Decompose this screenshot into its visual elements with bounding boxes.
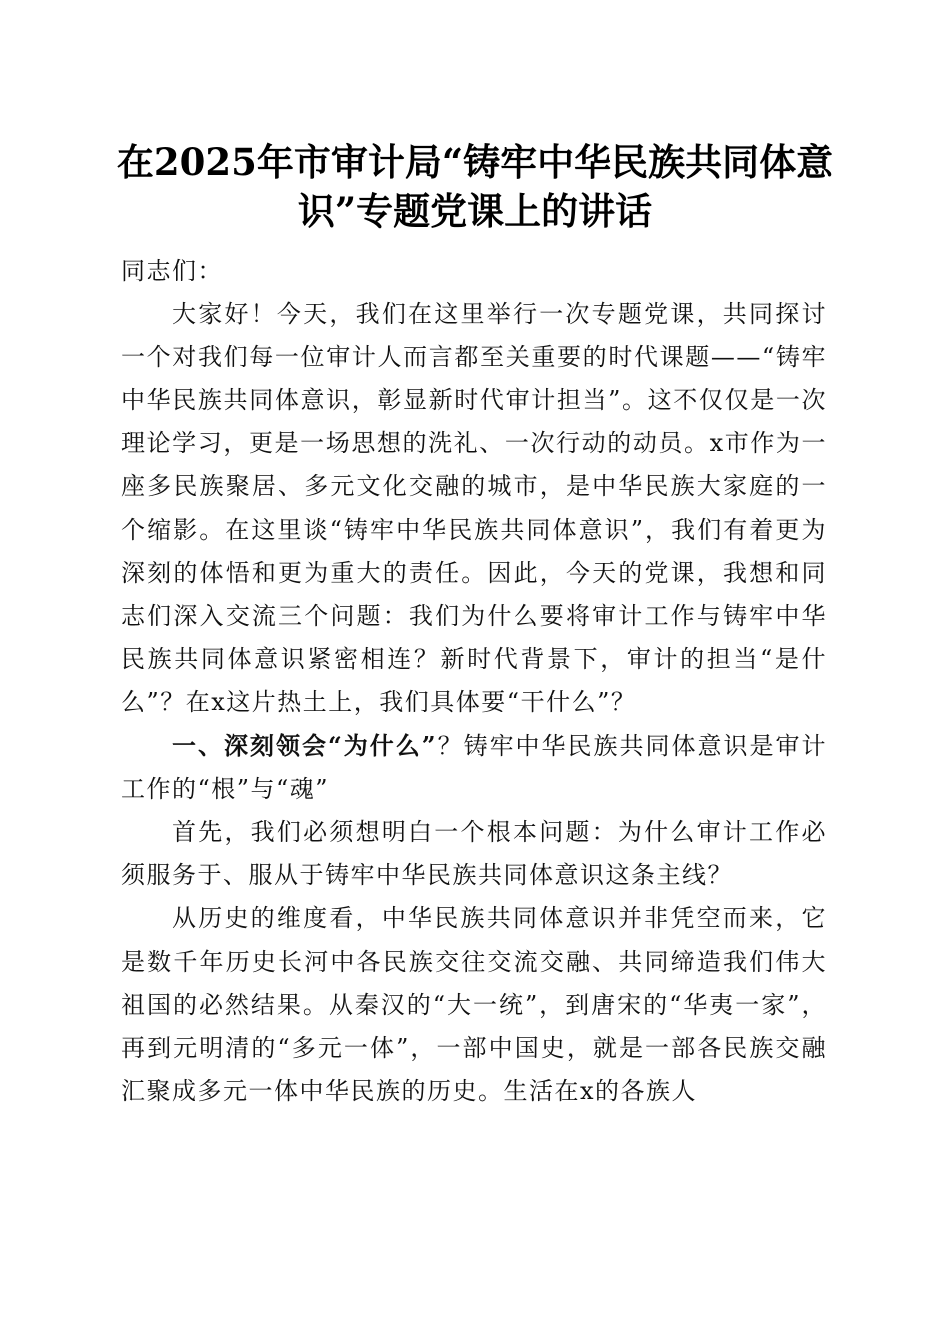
paragraph-intro: 大家好！今天，我们在这里举行一次专题党课，共同探讨一个对我们每一位审计人而言都至关重要的时代课题——“铸牢中华民族共同体意识，彰显新时代审计担当”。这不仅仅是一次理论学习，更是一场思想的洗礼、一次行动的动员。x市作为一座多民族聚居、多元文化交融的城市，是中华民族大家庭的一个缩影。在这里谈“铸牢中华民族共同体意识”，我们有着更为深刻的体悟和更为重大的责任。因此，今天的党课，我想和同志们深入交流三个问题：我们为什么要将审计工作与铸牢中华民族共同体意识紧密相连？新时代背景下，审计的担当“是什么”？在x这片热土上，我们具体要“干什么”？ (121, 300, 827, 716)
title-line-1: 在2025年市审计局“铸牢中华民族共同体意 (116, 140, 834, 184)
salutation: 同志们： (121, 257, 223, 285)
document-title (110, 138, 840, 236)
title-line-2: 识”专题党课上的讲话 (297, 189, 653, 233)
section-heading-1-bold: 一、深刻领会“为什么” (172, 731, 438, 761)
section-heading-1 (121, 724, 827, 811)
section-heading-1-rest: ？铸牢中华民族共同体意识是审计工作的“根”与“魂” (121, 732, 828, 804)
paragraph-question: 首先，我们必须想明白一个根本问题：为什么审计工作必须服务于、服从于铸牢中华民族共同体意识这条主线？ (121, 818, 827, 890)
paragraph-history: 从历史的维度看，中华民族共同体意识并非凭空而来，它是数千年历史长河中各民族交往交流交融、共同缔造我们伟大祖国的必然结果。从秦汉的“大一统”，到唐宋的“华夷一家”，再到元明清的“多元一体”，一部中国史，就是一部各民族交融汇聚成多元一体中华民族的历史。生活在x的各族人 (121, 904, 827, 1105)
document-body (121, 250, 827, 1113)
